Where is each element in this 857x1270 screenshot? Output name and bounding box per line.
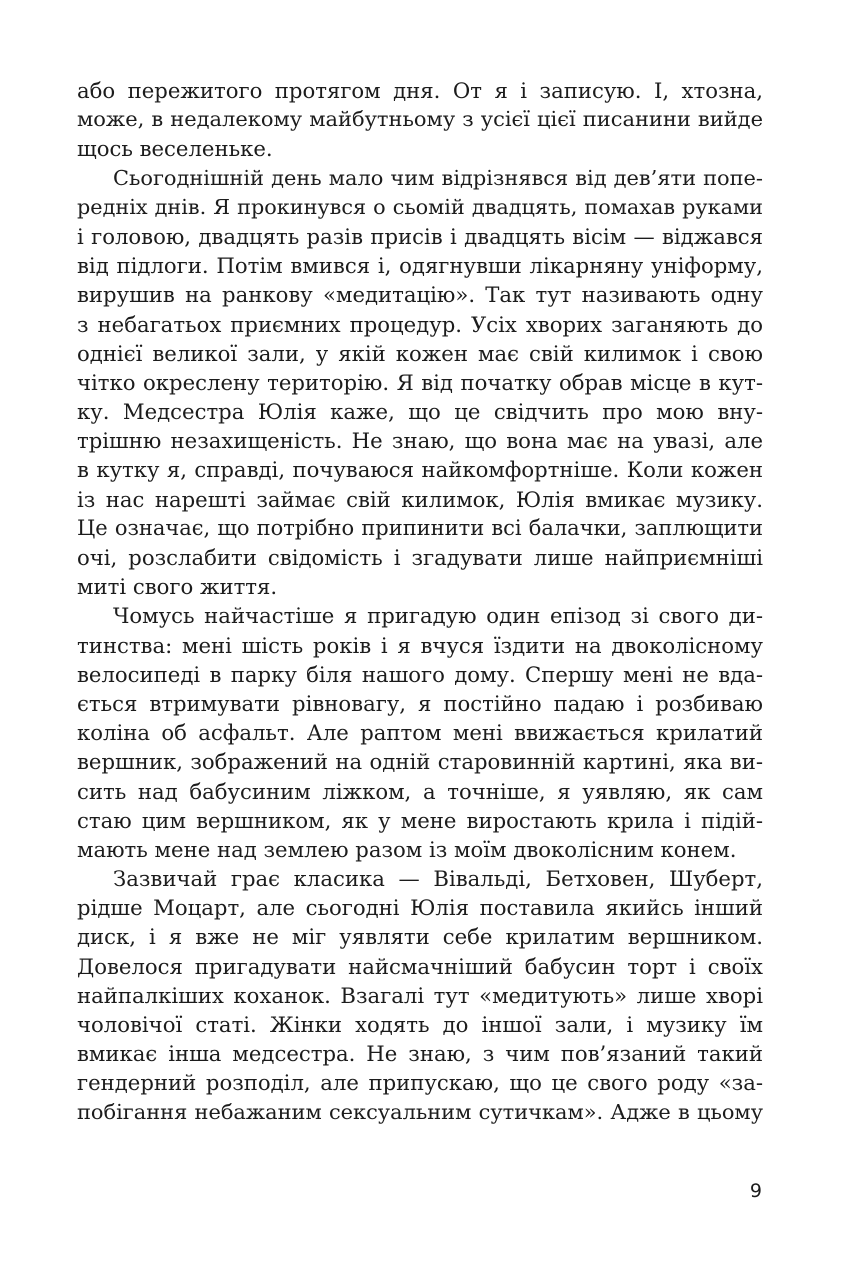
text-line: трішню незахищеність. Не знаю, що вона має на увазі, але	[77, 428, 763, 454]
text-line: тинства: мені шість років і я вчуся їздити на двоколісному	[77, 632, 763, 658]
text-line: вершник, зображений на одній старовинній картині, яка ви-	[77, 749, 763, 775]
text-line: мають мене над землею разом із моїм двоколісним конем.	[77, 836, 737, 862]
text-line: щось веселеньке.	[77, 136, 273, 162]
text-line: і головою, двадцять разів присів і двадцять вісім — віджався	[77, 223, 763, 249]
text-line: Сьогоднішній день мало чим відрізнявся від дев’яти попе-	[113, 165, 763, 190]
text-line: гендерний розподіл, але припускаю, що це свого роду «за-	[77, 1070, 763, 1096]
paragraph-2	[77, 164, 763, 602]
text-line: велосипеді в парку біля нашого дому. Спершу мені не вда-	[77, 661, 763, 687]
text-line: із нас нарешті займає свій килимок, Юлія вмикає музику.	[77, 486, 763, 512]
text-line: від підлоги. Потім вмився і, одягнувши лікарняну уніформу,	[77, 253, 763, 279]
page-body	[77, 76, 763, 1127]
text-line: миті свого життя.	[77, 574, 278, 600]
text-line: ється втримувати рівновагу, я постійно падаю і розбиваю	[77, 690, 763, 716]
text-line: вмикає інша медсестра. Не знаю, з чим пов’язаний такий	[77, 1041, 763, 1067]
text-line: стаю цим вершником, як у мене виростають крила і підій-	[77, 807, 763, 833]
paragraph-4	[77, 864, 763, 1127]
paragraph-1	[77, 76, 763, 164]
text-line: Чомусь найчастіше я пригадую один епізод зі свого ди-	[113, 603, 763, 629]
text-line: в кутку я, справді, почуваюся найкомфортніше. Коли кожен	[77, 457, 763, 483]
text-line: найпалкіших коханок. Взагалі тут «медитують» лише хворі	[77, 982, 763, 1008]
text-line: очі, розслабити свідомість і згадувати лише найприємніші	[77, 545, 763, 570]
text-line: з небагатьох приємних процедур. Усіх хворих заганяють до	[77, 311, 763, 337]
text-line: Зазвичай грає класика — Вівальді, Бетховен, Шуберт,	[113, 866, 763, 892]
text-line: однієї великої зали, у якій кожен має свій килимок і свою	[77, 340, 763, 366]
text-line: коліна об асфальт. Але раптом мені ввижається крилатий	[77, 720, 763, 746]
text-line: диск, і я вже не міг уявляти себе крилатим вершником.	[77, 924, 763, 950]
text-line: побігання небажаним сексуальним сутичкам». Адже в цьому	[77, 1099, 763, 1124]
paragraph-3	[77, 601, 763, 864]
text-line: вирушив на ранкову «медитацію». Так тут називають одну	[77, 282, 763, 308]
text-line: може, в недалекому майбутньому з усієї цієї писанини вийде	[77, 107, 763, 132]
text-line: чітко окреслену територію. Я від початку обрав місце в кут-	[77, 369, 763, 395]
text-line: Це означає, що потрібно припинити всі балачки, заплющити	[77, 515, 763, 540]
text-line: Довелося пригадувати найсмачніший бабусин торт і своїх	[77, 953, 763, 979]
text-line: рідше Моцарт, але сьогодні Юлія поставила якийсь інший	[77, 895, 763, 921]
text-line: чоловічої статі. Жінки ходять до іншої зали, і музику їм	[77, 1012, 763, 1037]
text-line: сить над бабусиним ліжком, а точніше, я уявляю, як сам	[77, 778, 763, 804]
text-line: ку. Медсестра Юлія каже, що це свідчить про мою вну-	[77, 399, 763, 425]
text-line: редніх днів. Я прокинувся о сьомій двадцять, помахав руками	[77, 194, 763, 219]
page-number: 9	[749, 1180, 762, 1202]
text-line: або пережитого протягом дня. От я і записую. І, хтозна,	[77, 78, 763, 103]
